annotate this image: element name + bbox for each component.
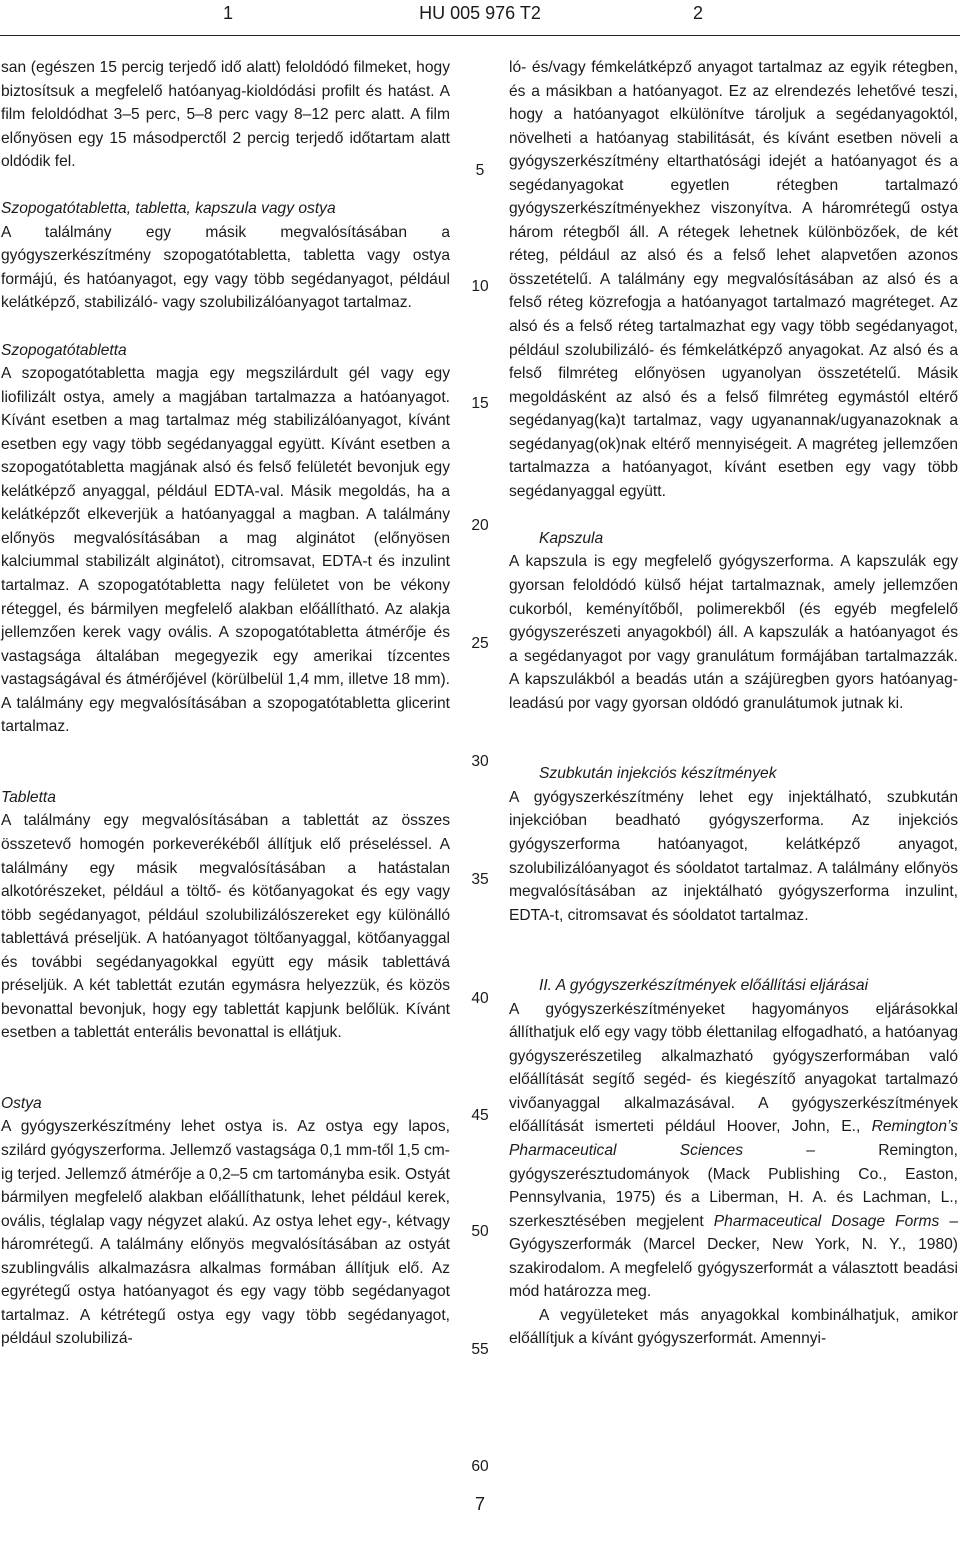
text-run: – Remington, gyógyszerésztudományok (Mack Publishing Co., Easton, Pennsylvania, 1975) és a Liberman, H. A. és Lachman, L., szerkesztésében megjelent	[509, 1141, 958, 1230]
paragraph: san (egészen 15 percig terjedő idő alatt) feloldódó filmeket, hogy biztosítsuk a megfelelő hatóanyag-kioldódási profilt és hatást. A film feloldódhat 3–5 perc, 5–8 perc vagy 8–12 perc alatt. A film előnyösen egy 15 másodperctől 2 percig terjedő időtartam alatt oldódik fel.	[1, 59, 450, 171]
paragraph: A gyógyszerkészítmény lehet egy injektálható, szubkután injekcióban beadható gyógyszerforma. Az injekciós gyógyszerforma hatóanyagot, kelátképző anyagot, szolubilizálóanyagot és sóoldatot tartalmaz. A találmány előnyös megvalósításában az injektálható gyógyszerforma inzulint, EDTA-t, citromsavat és sóoldatot tartalmaz.	[509, 788, 958, 924]
section-heading: Tabletta	[1, 788, 56, 806]
line-number: 15	[471, 395, 489, 412]
line-number: 35	[471, 871, 489, 888]
paragraph: A találmány egy másik megvalósításában a gyógyszerkészítmény szopogatótabletta, tabletta vagy ostya formájú, és hatóanyagot, egy vagy több segédanyagot, például kelátképző, stabilizáló- vagy szolubilizálóanyagot tartalmaz.	[1, 223, 450, 312]
section-heading: II. A gyógyszerkészítmények előállítási eljárásai	[539, 977, 869, 995]
paragraph: A találmány egy megvalósításában a tablettát az összes összetevő homogén porkeverékéből állítjuk elő préseléssel. A találmány egy másik megvalósításában a hatástalan alkotórészeket, például a töltő- és kötőanyagokat és egy vagy több segédanyagot, például szolubilizálószereket egy különálló tablettává préseljük. A hatóanyagot töltőanyaggal, kötőanyaggal és további segédanyagokkal együtt egy másik tablettává préseljük. A két tablettát ezután egymásra helyezzük, és közös bevonattal bevonjuk, hogy egy tablettát kapjunk belőlük. Kívánt esetben a tablettát enterális bevonattal is ellátjuk.	[1, 812, 450, 1042]
line-number: 5	[475, 162, 485, 179]
column-number-left: 1	[223, 3, 234, 23]
paragraph: A kapszula is egy megfelelő gyógyszerforma. A kapszulák egy gyorsan feloldódó külső héjat tartalmaznak, amely jellemzően cukorból, keményítőből, polimerekből (és egyéb megfelelő gyógyszerészeti anyagokból) áll. A kapszulák a hatóanyagot és a segédanyagot por vagy granulátum formájában tartalmazzák. A kapszulákból a beadás után a szájüregben gyors hatóanyag-leadású por vagy gyorsan oldódó granulátumok jutnak ki.	[509, 553, 958, 712]
book-title: Remington’s Pharmaceutical Sciences	[509, 1118, 958, 1159]
line-number: 30	[471, 753, 489, 770]
line-number: 10	[471, 278, 489, 295]
section-heading: Szopogatótabletta, tabletta, kapszula vagy ostya	[1, 200, 336, 218]
page-number: 7	[474, 1494, 485, 1514]
text-run: A gyógyszerkészítményeket hagyományos eljárásokkal állíthatjuk elő egy vagy több élettanilag elfogadható, a hatóanyag gyógyszerészetileg alkalmazható gyógyszerformában való előállítását segítő segéd- és kiegészítő anyagokat tartalmazó vivőanyaggal alkalmazásával. A gyógyszerkészítmények előállítását ismerteti például Hoover, John, E.,	[509, 1000, 958, 1136]
left-column	[1, 56, 450, 1351]
patent-number: HU 005 976 T2	[419, 3, 541, 23]
right-column	[509, 56, 958, 1351]
line-number: 60	[471, 1458, 489, 1475]
paragraph: ló- és/vagy fémkelátképző anyagot tartalmaz az egyik rétegben, és a másikban a hatóanyagot. Ez az elrendezés lehetővé teszi, hogy a hatóanyagot elkülönítve tároljuk a segédanyagoktól, növelheti a hatóanyag stabilitását, és kívánt esetben növeli a gyógyszerkészítmény eltarthatósági idejét a hatóanyagot és a segédanyagokat egyetlen rétegben tartalmazó gyógyszerkészítményekhez viszonyítva. A háromrétegű ostya három rétegből áll. A rétegek lehetnek különbözőek, de két réteg, például az alsó és a felső lehet alapvetően azonos összetételű. A találmány egy megvalósításában az alsó és a felső réteg közrefogja a hatóanyagot tartalmazó magréteget. Az alsó és a felső réteg tartalmazhat egy vagy több segédanyagot, például szolubilizáló- és fémkelátképző anyagokat. Az alsó és a felső filmréteg előnyösen ugyanolyan összetételű. Másik megoldásként az alsó és a felső filmréteg egymástól eltérő segédanyag(ka)t tartalmaz, vagy ugyanannak/ugyanazoknak a segédanyag(ok)nak eltérő mennyiségeit. A magréteg jellemzően tartalmazza a hatóanyagot, kívánt esetben egy vagy több segédanyaggal együtt.	[509, 59, 958, 500]
section-heading: Szopogatótabletta	[1, 341, 127, 359]
paragraph: A gyógyszerkészítmény lehet ostya is. Az ostya egy lapos, szilárd gyógyszerforma. Jellemző vastagsága 0,1 mm-től 1,5 cm-ig terjed. Jellemző átmérője a 0,2–5 cm tartományba esik. Ostyát bármilyen megfelelő alakban előállíthatunk, lehet például kerek, ovális, téglalap vagy négyzet alakú. Az ostya lehet egy-, kétvagy háromrétegű. A találmány előnyös megvalósításában az ostyát szublingvális alkalmazásra alkalmas formában állítjuk elő. Az egyrétegű ostya hatóanyagot és egy vagy több segédanyagot tartalmaz. A kétrétegű ostya egy vagy több segédanyagot, például szolubilizá-	[1, 1118, 450, 1348]
line-number: 40	[471, 990, 489, 1007]
line-number: 55	[471, 1341, 489, 1358]
line-number: 25	[471, 635, 489, 652]
section-heading: Kapszula	[539, 529, 604, 547]
paragraph	[509, 998, 958, 1304]
line-number: 20	[471, 517, 489, 534]
paragraph: A szopogatótabletta magja egy megszilárdult gél vagy egy liofilizált ostya, amely a magjában tartalmazza a hatóanyagot. Kívánt esetben a mag tartalmaz még stabilizálóanyagot, kívánt esetben egy vagy több segédanyaggal együtt. Kívánt esetben a szopogatótabletta magjának alsó és felső felületét bevonjuk egy kelátképző anyaggal, például EDTA-val. Másik megoldás, ha a kelátképzőt elkeverjük a hatóanyaggal a magban. A találmány előnyös megvalósításában a mag alginátot (előnyösen kalciummal stabilizált alginátot), citromsavat, EDTA-t és inzulint tartalmaz. A szopogatótabletta nagy felületet von be vékony réteggel, és bármilyen megfelelő alakban előállítható. Az alakja jellemzően kerek vagy ovális. A szopogatótabletta átmérője és vastagsága általában megegyezik egy amerikai tízcentes vastagságával és átmérőjével (körülbelül 1,4 mm, illetve 18 mm). A találmány egy megvalósításában a szopogatótabletta glicerint tartalmaz.	[1, 365, 450, 736]
text-run: – Gyógyszerformák (Marcel Decker, New York, N. Y., 1980) szakirodalom. A megfelelő gyógyszerformát a választott beadási mód határozza meg.	[509, 1212, 958, 1301]
line-number: 45	[471, 1107, 489, 1124]
book-title: Pharmaceutical Dosage Forms	[713, 1212, 940, 1230]
header-rule	[0, 35, 960, 36]
paragraph: A vegyületeket más anyagokkal kombinálhatjuk, amikor előállítjuk a kívánt gyógyszerformát. Amennyi-	[509, 1306, 958, 1348]
column-number-right: 2	[693, 3, 704, 23]
section-heading: Szubkután injekciós készítmények	[539, 765, 777, 783]
section-heading: Ostya	[1, 1094, 42, 1112]
line-number: 50	[471, 1223, 489, 1240]
